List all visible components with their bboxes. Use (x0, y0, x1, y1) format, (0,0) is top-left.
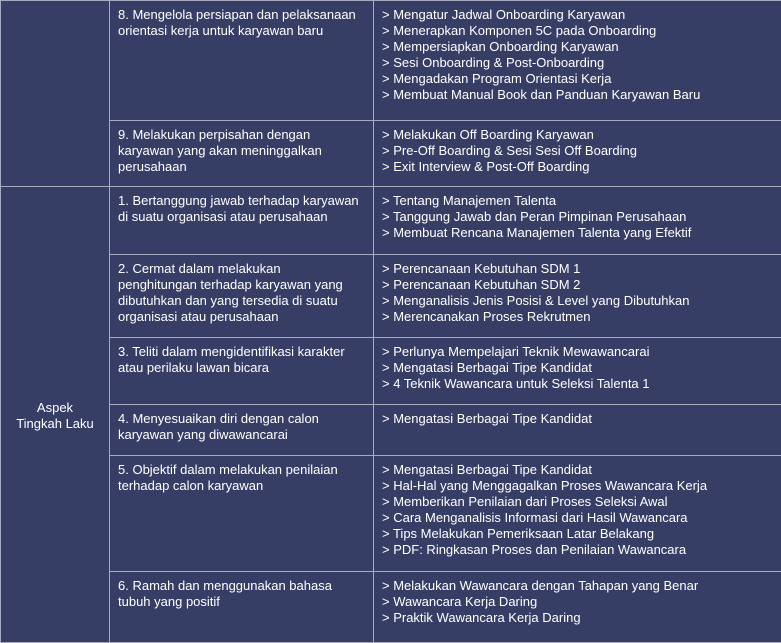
topics-cell (374, 456, 781, 572)
indicator-cell (110, 1, 374, 121)
indicator-line: 1. Bertanggung jawab terhadap karyawan (118, 193, 365, 209)
indicator-line: di suatu organisasi atau perusahaan (118, 209, 365, 225)
table-row (1, 338, 781, 405)
table-row (1, 456, 781, 572)
topic-item: > Mengatasi Berbagai Tipe Kandidat (382, 360, 773, 376)
topic-item: > Hal-Hal yang Menggagalkan Proses Wawancara Kerja (382, 478, 773, 494)
aspect-label: Tingkah Laku (9, 416, 101, 432)
table-row (1, 1, 781, 121)
indicator-line: tubuh yang positif (118, 594, 365, 610)
topic-item: > Perlunya Mempelajari Teknik Mewawancarai (382, 344, 773, 360)
topic-item: > Praktik Wawancara Kerja Daring (382, 610, 773, 626)
indicator-line: 5. Objektif dalam melakukan penilaian (118, 462, 365, 478)
topic-item: > Membuat Manual Book dan Panduan Karyawan Baru (382, 87, 773, 103)
indicator-line: 3. Teliti dalam mengidentifikasi karakter (118, 344, 365, 360)
indicator-line: organisasi atau perusahaan (118, 309, 365, 325)
topic-item: > Pre-Off Boarding & Sesi Sesi Off Boarding (382, 143, 773, 159)
indicator-line: atau perilaku lawan bicara (118, 360, 365, 376)
topic-item: > Wawancara Kerja Daring (382, 594, 773, 610)
topic-item: > Mengadakan Program Orientasi Kerja (382, 71, 773, 87)
indicator-cell (110, 405, 374, 456)
topic-item: > Cara Menganalisis Informasi dari Hasil Wawancara (382, 510, 773, 526)
topic-item: > Mengatasi Berbagai Tipe Kandidat (382, 462, 773, 478)
table-row (1, 255, 781, 338)
aspect-cell-continued (1, 1, 110, 187)
indicator-line: 8. Mengelola persiapan dan pelaksanaan (118, 7, 365, 23)
indicator-cell (110, 187, 374, 255)
indicator-line: dibutuhkan dan yang tersedia di suatu (118, 293, 365, 309)
indicator-cell (110, 121, 374, 187)
indicator-line: perusahaan (118, 159, 365, 175)
indicator-line: terhadap calon karyawan (118, 478, 365, 494)
indicator-cell (110, 338, 374, 405)
topics-cell (374, 572, 781, 643)
indicator-line: penghitungan terhadap karyawan yang (118, 277, 365, 293)
topic-item: > Melakukan Wawancara dengan Tahapan yang Benar (382, 578, 773, 594)
topic-item: > Menganalisis Jenis Posisi & Level yang Dibutuhkan (382, 293, 773, 309)
table-row (1, 405, 781, 456)
topic-item: > Exit Interview & Post-Off Boarding (382, 159, 773, 175)
indicator-line: 4. Menyesuaikan diri dengan calon (118, 411, 365, 427)
topic-item: > Menerapkan Komponen 5C pada Onboarding (382, 23, 773, 39)
indicator-line: karyawan yang diwawancarai (118, 427, 365, 443)
topics-cell (374, 405, 781, 456)
topic-item: > Melakukan Off Boarding Karyawan (382, 127, 773, 143)
topic-item: > Mempersiapkan Onboarding Karyawan (382, 39, 773, 55)
topic-item: > Merencanakan Proses Rekrutmen (382, 309, 773, 325)
topics-cell (374, 121, 781, 187)
indicator-line: 6. Ramah dan menggunakan bahasa (118, 578, 365, 594)
table-row (1, 572, 781, 643)
topic-item: > Perencanaan Kebutuhan SDM 1 (382, 261, 773, 277)
indicator-cell (110, 255, 374, 338)
topic-item: > Memberikan Penilaian dari Proses Seleksi Awal (382, 494, 773, 510)
indicator-line: orientasi kerja untuk karyawan baru (118, 23, 365, 39)
topics-cell (374, 1, 781, 121)
topic-item: > Tips Melakukan Pemeriksaan Latar Belakang (382, 526, 773, 542)
indicator-cell (110, 572, 374, 643)
topic-item: > Sesi Onboarding & Post-Onboarding (382, 55, 773, 71)
topic-item: > Perencanaan Kebutuhan SDM 2 (382, 277, 773, 293)
table-row (1, 187, 781, 255)
topic-item: > Mengatur Jadwal Onboarding Karyawan (382, 7, 773, 23)
topic-item: > Mengatasi Berbagai Tipe Kandidat (382, 411, 773, 427)
topic-item: > 4 Teknik Wawancara untuk Seleksi Talenta 1 (382, 376, 773, 392)
indicator-cell (110, 456, 374, 572)
topic-item: > Tanggung Jawab dan Peran Pimpinan Perusahaan (382, 209, 773, 225)
table-row (1, 121, 781, 187)
indicator-line: 9. Melakukan perpisahan dengan (118, 127, 365, 143)
topic-item: > PDF: Ringkasan Proses dan Penilaian Wawancara (382, 542, 773, 558)
indicator-line: 2. Cermat dalam melakukan (118, 261, 365, 277)
aspect-label: Aspek (9, 400, 101, 416)
topics-cell (374, 187, 781, 255)
topics-cell (374, 338, 781, 405)
topic-item: > Membuat Rencana Manajemen Talenta yang Efektif (382, 225, 773, 241)
indicator-line: karyawan yang akan meninggalkan (118, 143, 365, 159)
topics-cell (374, 255, 781, 338)
topic-item: > Tentang Manajemen Talenta (382, 193, 773, 209)
aspect-cell (1, 187, 110, 643)
